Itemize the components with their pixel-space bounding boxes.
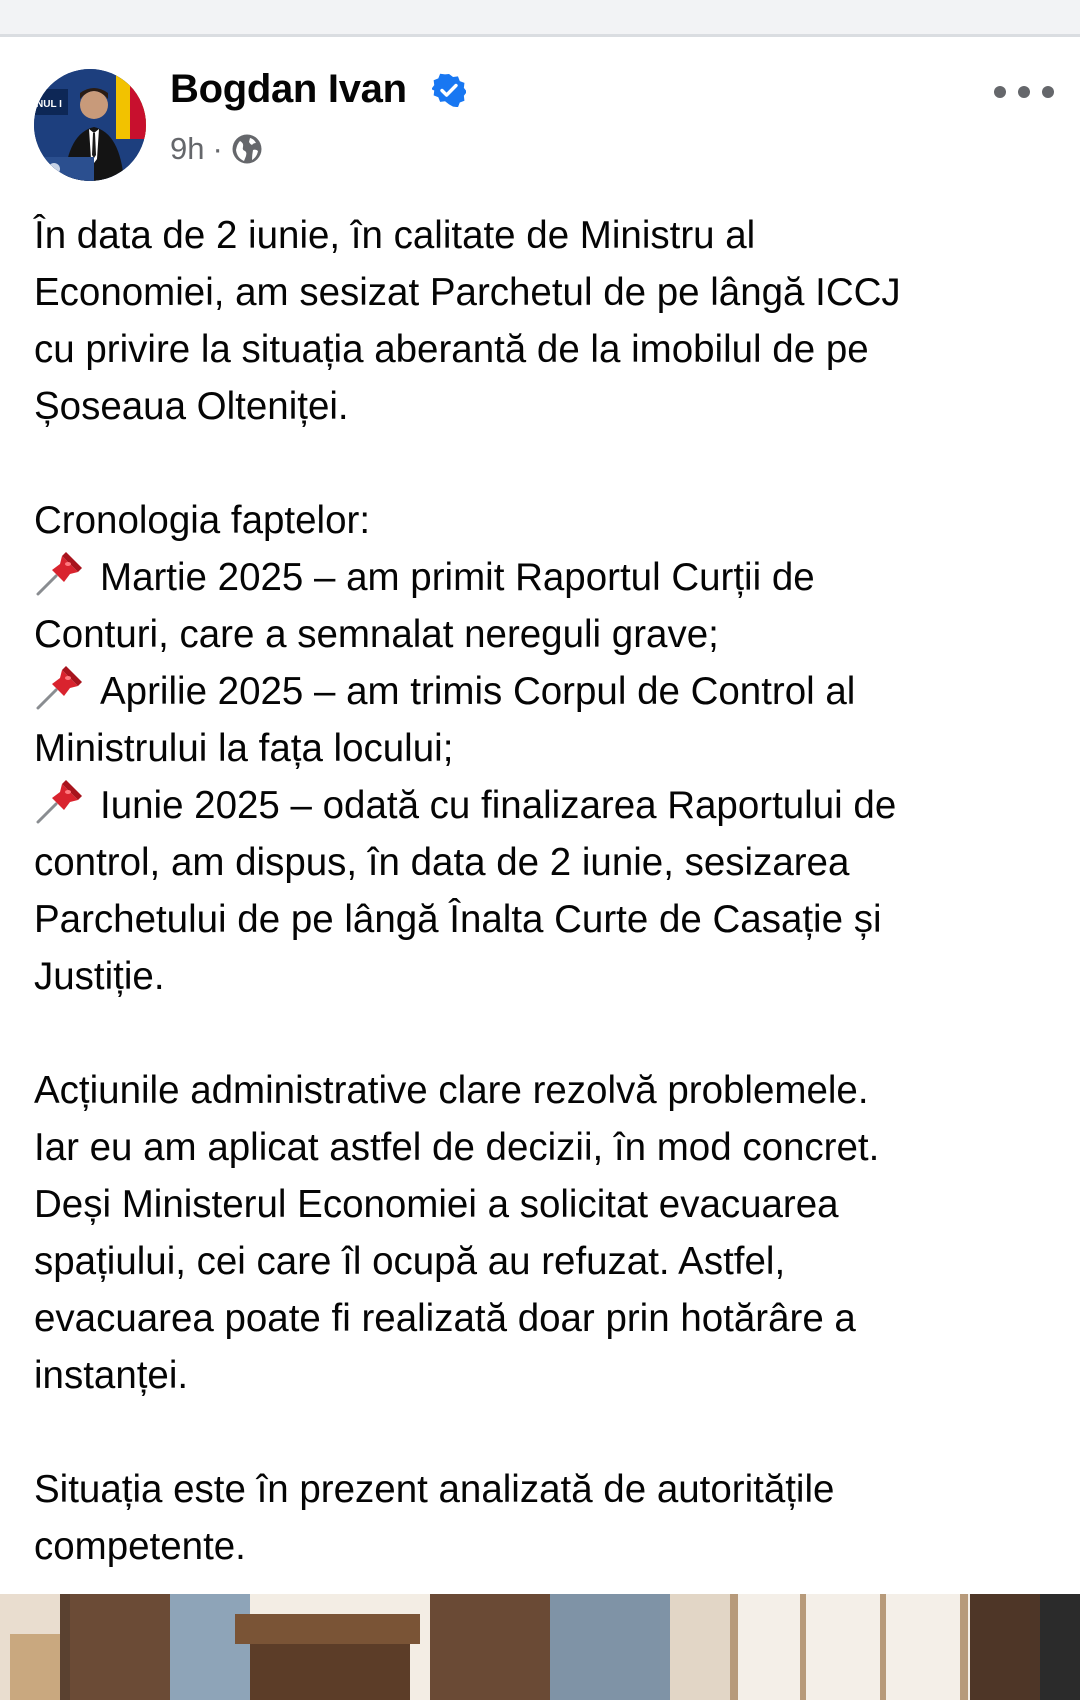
text-line: spațiului, cei care îl ocupă au refuzat. Astfel, — [34, 1240, 786, 1283]
paragraph-actions — [34, 1062, 1054, 1404]
text-line: Conturi, care a semnalat nereguli grave; — [34, 613, 719, 656]
text-line: competente. — [34, 1525, 246, 1568]
chronology-text: Iunie 2025 – odată cu finalizarea Raportului de — [100, 784, 897, 827]
dot-2 — [1018, 86, 1030, 98]
author-name[interactable]: Bogdan Ivan — [170, 67, 407, 111]
facebook-post — [0, 37, 1080, 1700]
chronology-text: Aprilie 2025 – am trimis Corpul de Control al — [100, 670, 856, 713]
avatar[interactable] — [34, 69, 146, 181]
svg-text:NUL I: NUL I — [36, 99, 62, 110]
text-line: Economiei, am sesizat Parchetul de pe lângă ICCJ — [34, 271, 901, 314]
post-body — [34, 207, 1054, 1575]
text-line: Parchetului de pe lângă Înalta Curte de Casație și — [34, 898, 882, 941]
text-line: Situația este în prezent analizată de autoritățile — [34, 1468, 835, 1511]
post-meta — [170, 131, 263, 167]
chronology-text: Martie 2025 – am primit Raportul Curții de — [100, 556, 815, 599]
text-line: Ministrului la fața locului; — [34, 727, 454, 770]
text-line: cu privire la situația aberantă de la imobilul de pe — [34, 328, 869, 371]
dot-1 — [994, 86, 1006, 98]
text-line: Șoseaua Olteniței. — [34, 385, 349, 428]
top-strip — [0, 0, 1080, 37]
paragraph-intro — [34, 207, 1054, 435]
chronology-heading: Cronologia faptelor: — [34, 499, 371, 542]
text-line: instanței. — [34, 1354, 189, 1397]
post-photo[interactable] — [0, 1594, 1080, 1700]
chronology-section — [34, 492, 1054, 1005]
pushpin-icon — [34, 780, 90, 824]
globe-icon[interactable] — [231, 133, 263, 165]
dot-3 — [1042, 86, 1054, 98]
meta-separator: · — [212, 131, 223, 166]
text-line: În data de 2 iunie, în calitate de Ministru al — [34, 214, 756, 257]
verified-badge-icon — [432, 73, 466, 107]
pushpin-icon — [34, 666, 90, 710]
text-line: evacuarea poate fi realizată doar prin hotărâre a — [34, 1297, 856, 1340]
text-line: Iar eu am aplicat astfel de decizii, în mod concret. — [34, 1126, 880, 1169]
text-line: control, am dispus, în data de 2 iunie, sesizarea — [34, 841, 850, 884]
post-time[interactable]: 9h — [170, 131, 205, 166]
pushpin-icon — [34, 552, 90, 596]
chronology-item-march — [34, 549, 1054, 606]
chronology-item-june — [34, 777, 1054, 834]
text-line: Deși Ministerul Economiei a solicitat evacuarea — [34, 1183, 839, 1226]
more-options-button[interactable] — [994, 75, 1054, 109]
text-line: Justiție. — [34, 955, 165, 998]
chronology-item-april — [34, 663, 1054, 720]
text-line: Acțiunile administrative clare rezolvă problemele. — [34, 1069, 869, 1112]
paragraph-conclusion — [34, 1461, 1054, 1575]
